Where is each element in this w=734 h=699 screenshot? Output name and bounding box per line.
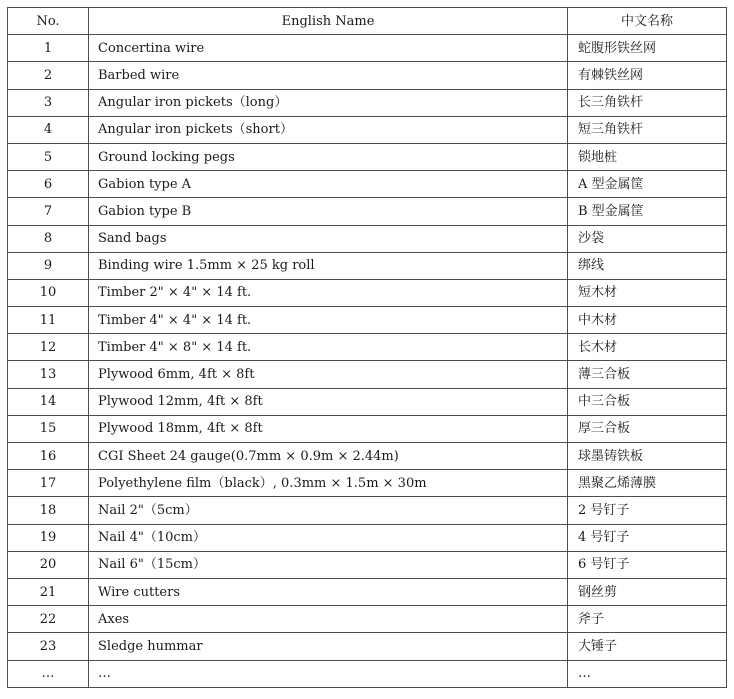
equipment-table bbox=[7, 7, 727, 688]
cell-english-name: CGI Sheet 24 gauge(0.7mm × 0.9m × 2.44m) bbox=[89, 443, 568, 470]
cell-no: 3 bbox=[8, 89, 89, 116]
cell-chinese-name: 球墨铸铁板 bbox=[568, 443, 727, 470]
cell-english-name: Angular iron pickets（short） bbox=[89, 116, 568, 143]
table-row bbox=[8, 62, 727, 89]
header-chinese-name: 中文名称 bbox=[568, 8, 727, 35]
table-row bbox=[8, 89, 727, 116]
cell-no: 4 bbox=[8, 116, 89, 143]
table-row bbox=[8, 225, 727, 252]
table-row bbox=[8, 361, 727, 388]
cell-no: 12 bbox=[8, 334, 89, 361]
table-row bbox=[8, 143, 727, 170]
table-row bbox=[8, 198, 727, 225]
cell-no: 13 bbox=[8, 361, 89, 388]
cell-no: 23 bbox=[8, 633, 89, 660]
cell-chinese-name: 锁地桩 bbox=[568, 143, 727, 170]
table-row bbox=[8, 388, 727, 415]
cell-no: 17 bbox=[8, 470, 89, 497]
cell-english-name: Sledge hummar bbox=[89, 633, 568, 660]
equipment-table-container bbox=[7, 7, 726, 688]
table-row bbox=[8, 252, 727, 279]
cell-chinese-name: 中木材 bbox=[568, 307, 727, 334]
cell-no: 15 bbox=[8, 415, 89, 442]
cell-english-name: Concertina wire bbox=[89, 35, 568, 62]
cell-english-name: Gabion type A bbox=[89, 171, 568, 198]
header-english-name: English Name bbox=[89, 8, 568, 35]
cell-english-name: Binding wire 1.5mm × 25 kg roll bbox=[89, 252, 568, 279]
table-row bbox=[8, 171, 727, 198]
cell-no: 21 bbox=[8, 578, 89, 605]
cell-no: 1 bbox=[8, 35, 89, 62]
table-row bbox=[8, 470, 727, 497]
cell-no: 5 bbox=[8, 143, 89, 170]
cell-english-name: Sand bags bbox=[89, 225, 568, 252]
table-header-row bbox=[8, 8, 727, 35]
cell-chinese-name: 4 号钉子 bbox=[568, 524, 727, 551]
cell-no: 20 bbox=[8, 551, 89, 578]
table-row bbox=[8, 443, 727, 470]
cell-no: 9 bbox=[8, 252, 89, 279]
cell-no: 8 bbox=[8, 225, 89, 252]
table-row bbox=[8, 606, 727, 633]
table-row bbox=[8, 660, 727, 687]
cell-chinese-name: 2 号钉子 bbox=[568, 497, 727, 524]
cell-chinese-name: 斧子 bbox=[568, 606, 727, 633]
table-row bbox=[8, 279, 727, 306]
cell-chinese-name: 绑线 bbox=[568, 252, 727, 279]
cell-english-name: Gabion type B bbox=[89, 198, 568, 225]
cell-english-name: Nail 2"（5cm） bbox=[89, 497, 568, 524]
cell-english-name: Timber 2" × 4" × 14 ft. bbox=[89, 279, 568, 306]
cell-chinese-name: 厚三合板 bbox=[568, 415, 727, 442]
cell-english-name: Wire cutters bbox=[89, 578, 568, 605]
cell-chinese-name: 薄三合板 bbox=[568, 361, 727, 388]
table-body bbox=[8, 35, 727, 688]
cell-chinese-name: 长木材 bbox=[568, 334, 727, 361]
cell-no: 2 bbox=[8, 62, 89, 89]
cell-no: 16 bbox=[8, 443, 89, 470]
cell-no: 6 bbox=[8, 171, 89, 198]
cell-chinese-name: A 型金属筐 bbox=[568, 171, 727, 198]
table-row bbox=[8, 307, 727, 334]
cell-chinese-name: 黑聚乙烯薄膜 bbox=[568, 470, 727, 497]
header-no: No. bbox=[8, 8, 89, 35]
cell-chinese-name: 沙袋 bbox=[568, 225, 727, 252]
cell-no: 10 bbox=[8, 279, 89, 306]
cell-chinese-name: 短木材 bbox=[568, 279, 727, 306]
table-row bbox=[8, 35, 727, 62]
table-row bbox=[8, 524, 727, 551]
cell-chinese-name: 大锤子 bbox=[568, 633, 727, 660]
table-row bbox=[8, 497, 727, 524]
cell-english-name: Axes bbox=[89, 606, 568, 633]
cell-chinese-name: 短三角铁杆 bbox=[568, 116, 727, 143]
table-row bbox=[8, 633, 727, 660]
cell-chinese-name: … bbox=[568, 660, 727, 687]
cell-chinese-name: 长三角铁杆 bbox=[568, 89, 727, 116]
cell-english-name: Angular iron pickets（long） bbox=[89, 89, 568, 116]
table-row bbox=[8, 415, 727, 442]
cell-english-name: Plywood 12mm, 4ft × 8ft bbox=[89, 388, 568, 415]
cell-no: … bbox=[8, 660, 89, 687]
cell-no: 11 bbox=[8, 307, 89, 334]
cell-english-name: … bbox=[89, 660, 568, 687]
cell-english-name: Timber 4" × 4" × 14 ft. bbox=[89, 307, 568, 334]
cell-chinese-name: 钢丝剪 bbox=[568, 578, 727, 605]
cell-english-name: Plywood 6mm, 4ft × 8ft bbox=[89, 361, 568, 388]
table-row bbox=[8, 116, 727, 143]
cell-english-name: Barbed wire bbox=[89, 62, 568, 89]
cell-english-name: Nail 6"（15cm） bbox=[89, 551, 568, 578]
cell-english-name: Nail 4"（10cm） bbox=[89, 524, 568, 551]
cell-english-name: Polyethylene film（black）, 0.3mm × 1.5m × 30m bbox=[89, 470, 568, 497]
cell-chinese-name: 有棘铁丝网 bbox=[568, 62, 727, 89]
cell-no: 14 bbox=[8, 388, 89, 415]
table-row bbox=[8, 334, 727, 361]
cell-chinese-name: 中三合板 bbox=[568, 388, 727, 415]
cell-no: 19 bbox=[8, 524, 89, 551]
cell-chinese-name: B 型金属筐 bbox=[568, 198, 727, 225]
cell-no: 18 bbox=[8, 497, 89, 524]
table-row bbox=[8, 578, 727, 605]
cell-chinese-name: 蛇腹形铁丝网 bbox=[568, 35, 727, 62]
cell-no: 22 bbox=[8, 606, 89, 633]
cell-no: 7 bbox=[8, 198, 89, 225]
table-row bbox=[8, 551, 727, 578]
cell-english-name: Ground locking pegs bbox=[89, 143, 568, 170]
cell-english-name: Timber 4" × 8" × 14 ft. bbox=[89, 334, 568, 361]
cell-chinese-name: 6 号钉子 bbox=[568, 551, 727, 578]
cell-english-name: Plywood 18mm, 4ft × 8ft bbox=[89, 415, 568, 442]
